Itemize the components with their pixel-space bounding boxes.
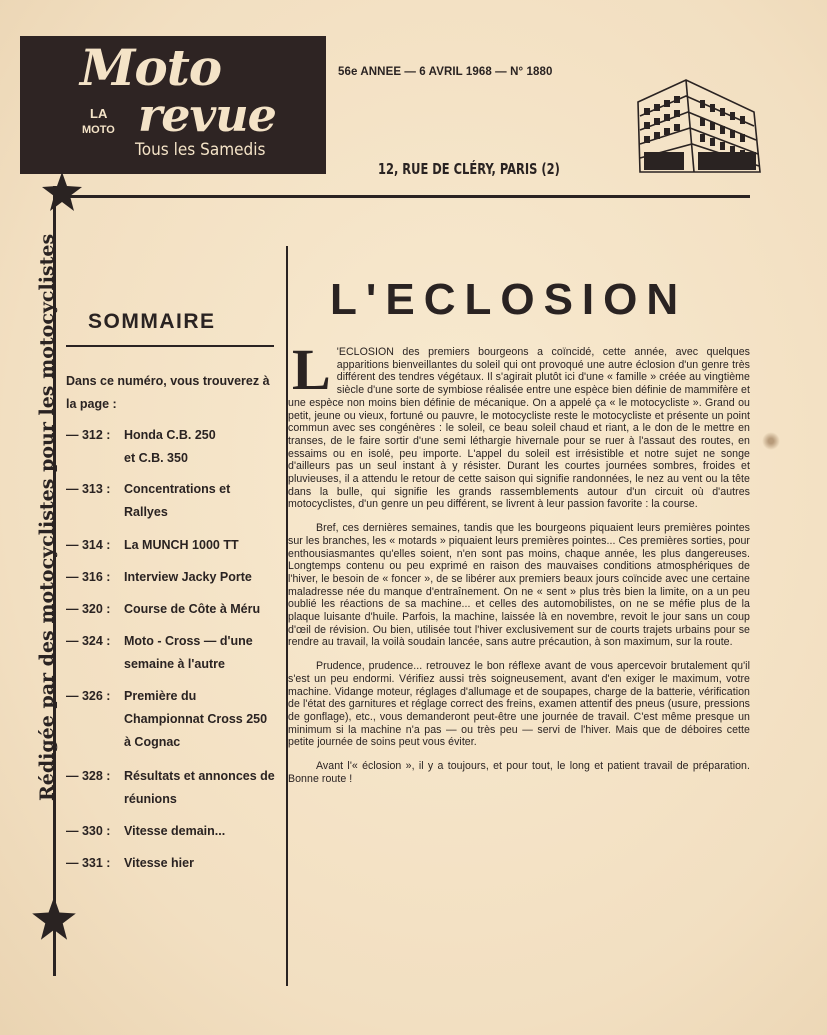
logo-moto-text: Moto	[80, 38, 222, 97]
article-paragraph: Bref, ces dernières semaines, tandis que les bourgeons piquaient leurs premières pointes sur les branches, les « motards » piquaient leurs premières pointes... Ces premières sorties, pour enthousiasmantes qu'elles soient, n'en sont pas moins, chaque année, les plus dangereuses. Longtemps contenu ou peu exprimé en raison des mauvaises conditions atmosphériques de l'hiver, le besoin de « foncer », de se libérer aux premiers beaux jours coïncide avec une certaine maladresse née du manque d'entraînement. On ne « sent » plus très bien la limite, on a un peu oublié les réactions de sa machine... et celles des automobilistes, on ne se méfie plus de la plaque luisante d'huile. Parfois, la machine, laissée là en novembre, revoit le jour sans un coup d'œil de révision. Ou bien, utilisée tout l'hiver exclusivement sur de courts trajets urbains pour se rendre au travail, la voilà soudain lancée, sans autre précaution, à son maximum, sur la route.	[288, 522, 750, 649]
article-paragraph	[288, 337, 750, 511]
toc-item	[66, 820, 286, 843]
building-illustration	[634, 72, 764, 180]
toc-page: — 330 :	[66, 824, 111, 838]
toc-item	[66, 598, 286, 621]
toc-label: Vitesse demain...	[124, 824, 226, 838]
toc-page: — 324 :	[66, 634, 111, 648]
star-ornament-icon	[30, 895, 78, 943]
horizontal-rule	[60, 195, 750, 198]
article-paragraph: Avant l'« éclosion », il y a toujours, et pour tout, le long et patient travail de préparation. Bonne route !	[288, 760, 750, 785]
logo-revue-text: revue	[138, 88, 276, 142]
toc-label: Vitesse hier	[124, 856, 194, 870]
toc-label: Honda C.B. 250 et C.B. 350	[124, 428, 216, 465]
star-ornament-icon	[40, 170, 84, 214]
sommaire-intro: Dans ce numéro, vous trouverez à la page :	[66, 374, 270, 411]
masthead-tagline: Tous les Samedis	[135, 140, 266, 160]
article-body	[288, 337, 750, 797]
toc-page: — 328 :	[66, 769, 111, 783]
vertical-slogan: Rédigée par des motocyclistes pour les motocyclistes	[36, 233, 58, 801]
article-paragraph: Prudence, prudence... retrouvez le bon réflexe avant de vous apercevoir brutalement qu'il s'est un peu endormi. Vérifiez aussi très soigneusement, avant d'en exiger le maximum, votre machine. Vidange moteur, réglages d'allumage et de soupapes, charge de la batterie, vérification de l'état des garnitures et réglage correct des freins, examen attentif des pneus (usure, pressions de gonflage), etc., vous demanderont peut-être une journée de travail. C'est même presque un minimum si la machine n'a pas — ou très peu — servi de l'hiver. Mais que de déboires cette petite journée de soins peut vous éviter.	[288, 660, 750, 749]
toc-item	[66, 765, 286, 811]
logo-moto-small-text: MOTO	[82, 124, 115, 136]
toc-item	[66, 424, 286, 470]
toc-page: — 331 :	[66, 856, 111, 870]
toc-label: Première du Championnat Cross 250 à Cognac	[124, 689, 268, 749]
toc-item	[66, 630, 286, 676]
toc-label: Concentrations et Rallyes	[124, 482, 231, 519]
sommaire-underline	[66, 345, 274, 347]
drop-cap: L	[292, 337, 331, 402]
toc-item	[66, 566, 286, 589]
toc-label: Course de Côte à Méru	[124, 602, 261, 616]
toc-item	[66, 685, 286, 754]
paper-speck	[762, 432, 780, 450]
toc-page: — 316 :	[66, 570, 111, 584]
masthead	[20, 36, 326, 174]
toc-label: Interview Jacky Porte	[124, 570, 252, 584]
toc-item	[66, 852, 286, 875]
issue-line: 56e ANNEE — 6 AVRIL 1968 — N° 1880	[338, 66, 553, 78]
toc-page: — 326 :	[66, 689, 111, 703]
toc-item	[66, 534, 286, 557]
toc-label: Résultats et annonces de réunions	[124, 769, 275, 806]
sommaire-title: SOMMAIRE	[88, 310, 216, 333]
address: 12, RUE DE CLÉRY, PARIS (2)	[378, 160, 560, 178]
paragraph-text: 'ECLOSION des premiers bourgeons a coïncidé, cette année, avec quelques apparitions bienveillantes du soleil qui ont provoqué une autre éclosion d'un genre très différent des tendres végétaux. Il s'agirait plutôt ici d'une « famille » créée au vingtième siècle d'une sorte de symbiose réalisée entre une espèce bien définie de mammifère et une espèce non moins bien définie de mécanique. On a appelé ça « le motocycliste ». Grand ou petit, jeune ou vieux, fortuné ou pauvre, le motocycliste reste le motocycliste et présente un point commun avec ses congénères : le soleil, ce beau soleil chaud et riant, a le don de le mettre en transes, de le faire sortir d'une semi léthargie hivernale pour se ruer à l'assaut des routes, en essaims ou en isolé, peu importe. L'appel du soleil est irrésistible et notre sujet ne songe d'ailleurs pas un seul instant à y résister. Durant les courtes journées sombres, froides et pluvieuses, il a attendu le retour de cette saison qui signifie randonnées, le nez au vent ou la tête dans la bulle, qui signifie les grands rassemblements autour d'un circuit où d'autres motocyclistes, d'un genre un peu différent, se livrent à leur passion favorite : la course.	[288, 346, 750, 511]
logo-la-text: LA	[90, 106, 108, 121]
article-headline: L'ECLOSION	[330, 275, 688, 324]
toc-item	[66, 478, 286, 524]
toc-page: — 312 :	[66, 428, 111, 442]
toc-page: — 313 :	[66, 482, 111, 496]
toc-label: Moto - Cross — d'une semaine à l'autre	[124, 634, 253, 671]
toc-page: — 320 :	[66, 602, 111, 616]
toc-label: La MUNCH 1000 TT	[124, 538, 239, 552]
toc-page: — 314 :	[66, 538, 111, 552]
